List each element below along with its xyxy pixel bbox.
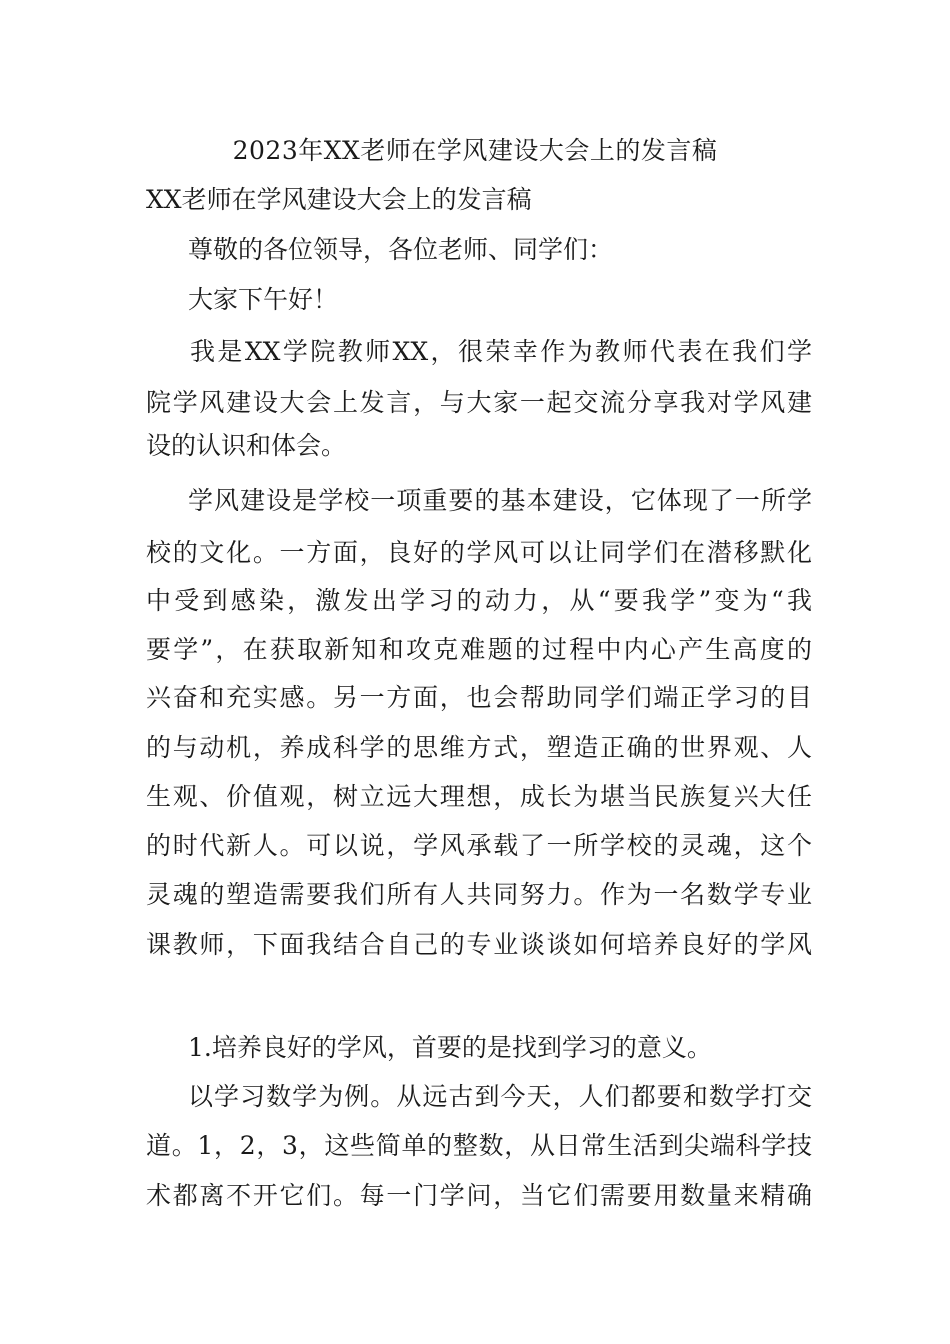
paragraph-line: 的与动机，养成科学的思维方式，塑造正确的世界观、人: [146, 733, 812, 762]
section-heading: 1.培养良好的学风，首要的是找到学习的意义。: [188, 1033, 712, 1062]
document-title: 2023年XX老师在学风建设大会上的发言稿: [232, 136, 718, 165]
paragraph-line: 课教师，下面我结合自己的专业谈谈如何培养良好的学风: [146, 930, 812, 959]
paragraph-line: 中受到感染，激发出学习的动力，从“要我学”变为“我: [146, 586, 812, 615]
paragraph-line: 要学”，在获取新知和攻克难题的过程中内心产生高度的: [146, 635, 812, 664]
salutation-line: 大家下午好！: [188, 285, 339, 314]
paragraph-line: 术都离不开它们。每一门学问，当它们需要用数量来精确: [146, 1181, 812, 1210]
paragraph-line: 生观、价值观，树立远大理想，成长为堪当民族复兴大任: [146, 782, 812, 811]
paragraph-line: 灵魂的塑造需要我们所有人共同努力。作为一名数学专业: [146, 880, 812, 909]
paragraph-line: 我是XX学院教师XX，很荣幸作为教师代表在我们学: [190, 337, 812, 366]
paragraph-line: 学风建设是学校一项重要的基本建设，它体现了一所学: [188, 486, 812, 515]
paragraph-line: 院学风建设大会上发言，与大家一起交流分享我对学风建: [146, 388, 812, 417]
paragraph-line: 的时代新人。可以说，学风承载了一所学校的灵魂，这个: [146, 831, 812, 860]
paragraph-line: 设的认识和体会。: [146, 431, 347, 460]
paragraph-line: 以学习数学为例。从远古到今天，人们都要和数学打交: [188, 1082, 812, 1111]
paragraph-line: 校的文化。一方面，良好的学风可以让同学们在潜移默化: [146, 538, 812, 567]
document-subtitle: XX老师在学风建设大会上的发言稿: [146, 185, 532, 214]
paragraph-line: 道。1，2，3，这些简单的整数，从日常生活到尖端科学技: [146, 1131, 812, 1160]
paragraph-line: 兴奋和充实感。另一方面，也会帮助同学们端正学习的目: [146, 683, 812, 712]
greeting-line: 尊敬的各位领导，各位老师、同学们：: [188, 235, 614, 264]
